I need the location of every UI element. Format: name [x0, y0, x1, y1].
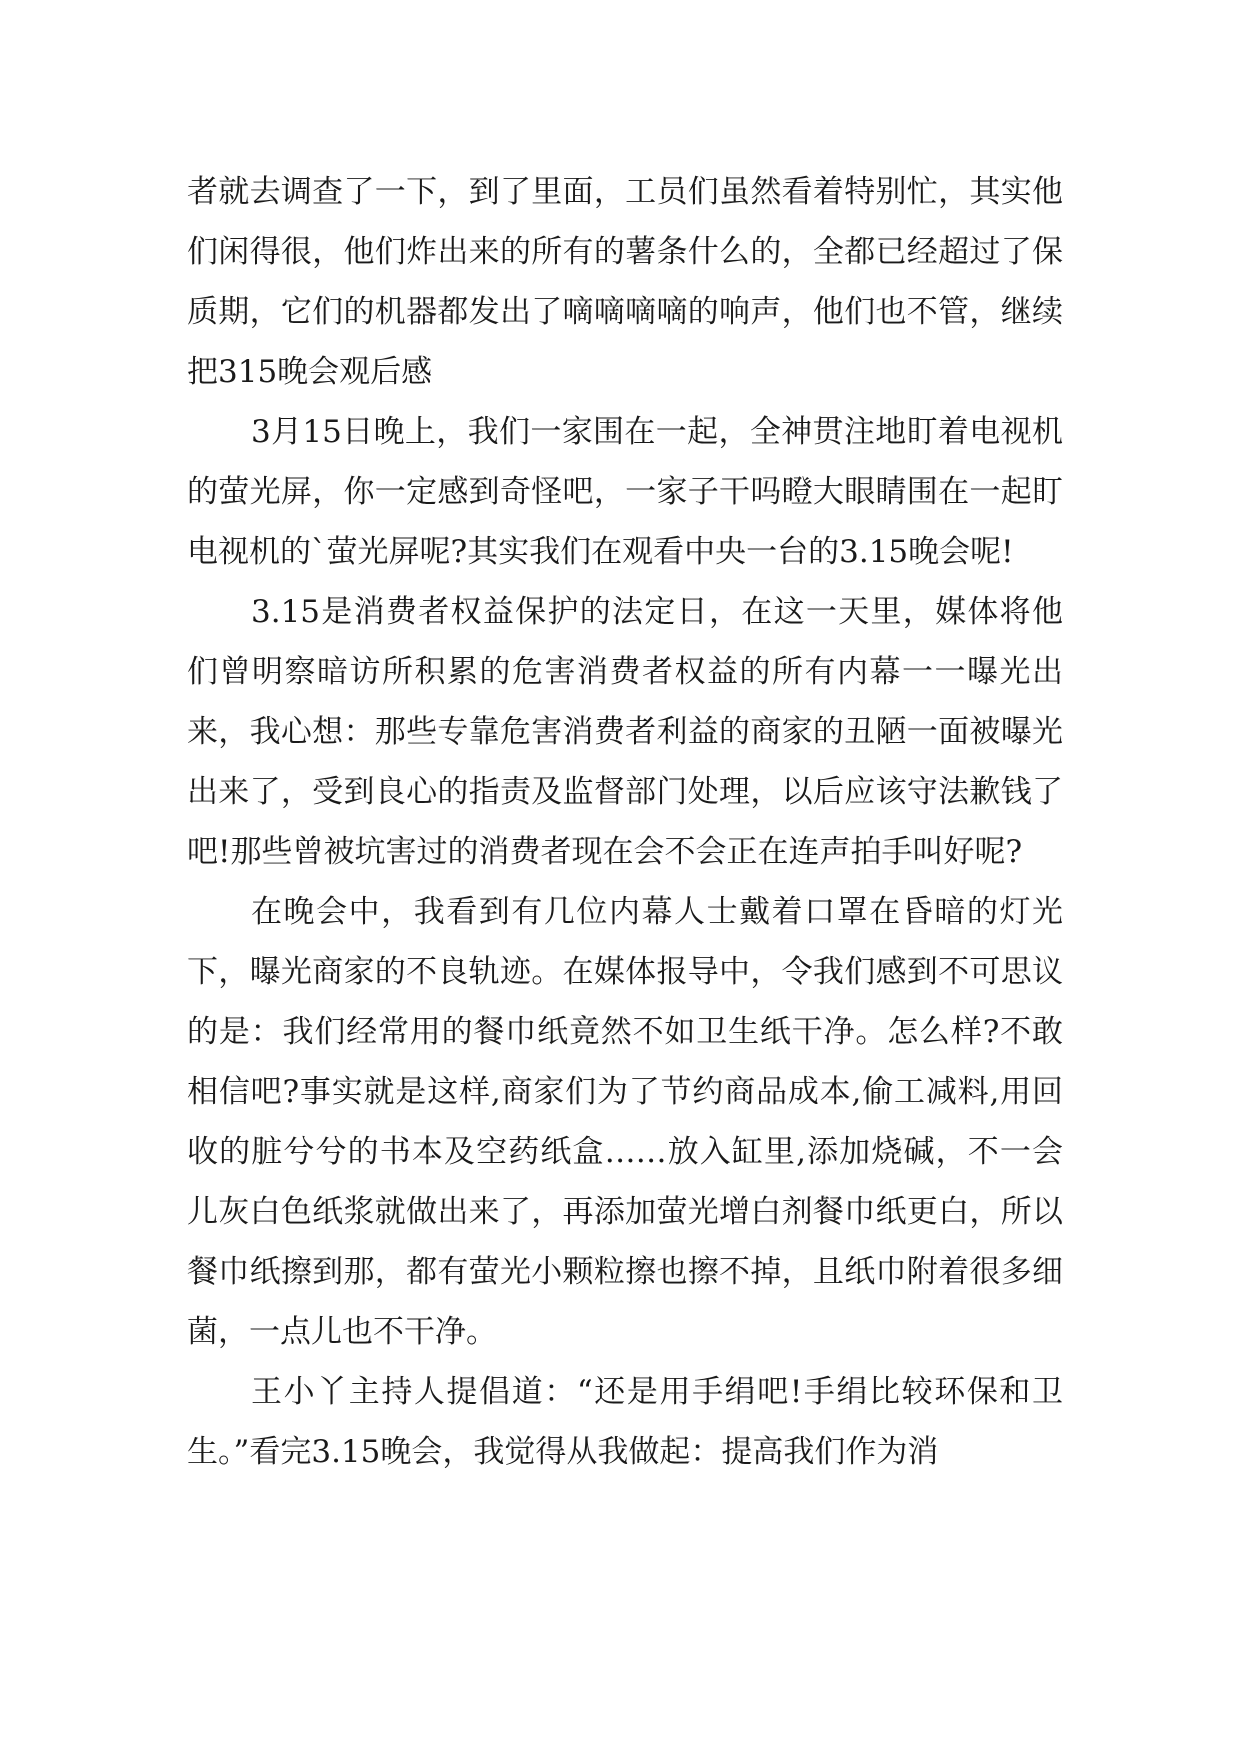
paragraph-1: 者就去调查了一下，到了里面，工员们虽然看着特别忙，其实他们闲得很，他们炸出来的所有的薯条什么的，全都已经超过了保质期，它们的机器都发出了嘀嘀嘀嘀的响声，他们也不管，继续把315晚会观后感: [187, 174, 1063, 390]
paragraph-4: 在晚会中，我看到有几位内幕人士戴着口罩在昏暗的灯光下，曝光商家的不良轨迹。在媒体报导中，令我们感到不可思议的是：我们经常用的餐巾纸竟然不如卫生纸干净。怎么样?不敢相信吧?事实就是这样,商家们为了节约商品成本,偷工减料,用回收的脏兮兮的书本及空药纸盒……放入缸里,添加烧碱，不一会儿灰白色纸浆就做出来了，再添加萤光增白剂餐巾纸更白，所以餐巾纸擦到那，都有萤光小颗粒擦也擦不掉，且纸巾附着很多细菌，一点儿也不干净。: [187, 894, 1063, 1350]
paragraph-5: 王小丫主持人提倡道：“还是用手绢吧!手绢比较环保和卫生。”看完3.15晚会，我觉得从我做起：提高我们作为消: [187, 1374, 1063, 1470]
paragraph-2: 3月15日晚上，我们一家围在一起，全神贯注地盯着电视机的萤光屏，你一定感到奇怪吧，一家子干吗瞪大眼睛围在一起盯电视机的`萤光屏呢?其实我们在观看中央一台的3.15晚会呢!: [187, 414, 1063, 570]
body-text: [187, 162, 1063, 1482]
paragraph-3: 3.15是消费者权益保护的法定日，在这一天里，媒体将他们曾明察暗访所积累的危害消费者权益的所有内幕一一曝光出来，我心想：那些专靠危害消费者利益的商家的丑陋一面被曝光出来了，受到良心的指责及监督部门处理，以后应该守法歉钱了吧!那些曾被坑害过的消费者现在会不会正在连声拍手叫好呢?: [187, 594, 1063, 870]
